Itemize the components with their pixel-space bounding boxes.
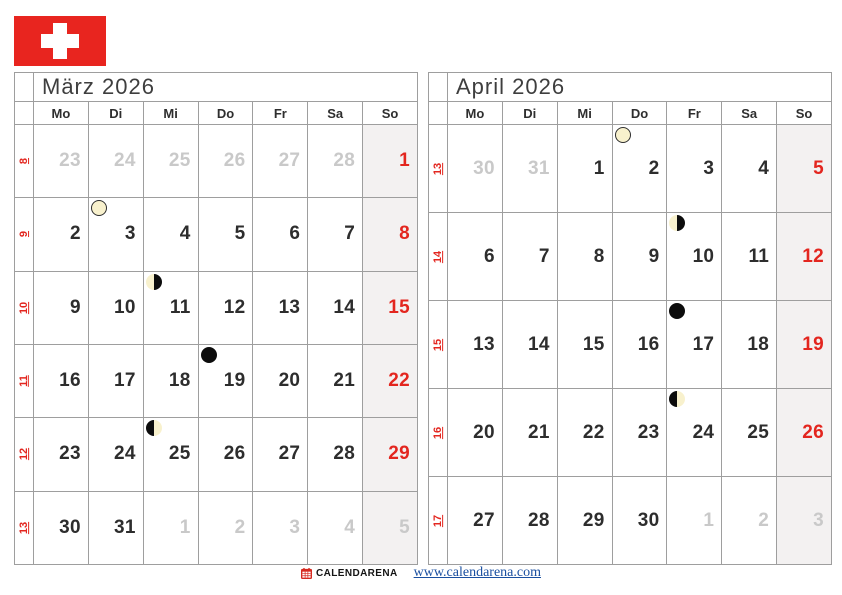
week-number: 10 (18, 301, 30, 314)
week-row (15, 198, 417, 271)
day-cell (308, 418, 363, 490)
day-number: 29 (388, 443, 411, 465)
day-number: 20 (473, 421, 495, 443)
day-number: 29 (582, 509, 605, 531)
week-number: 8 (18, 158, 30, 165)
day-cell (89, 125, 144, 197)
week-row (429, 125, 831, 213)
day-cell (89, 345, 144, 417)
day-number: 21 (333, 370, 356, 392)
week-number-cell (15, 272, 34, 344)
day-cell (34, 492, 89, 564)
day-header-mi: Mi (558, 102, 613, 124)
day-number: 3 (289, 516, 301, 538)
day-number: 2 (758, 509, 770, 531)
week-column-header (429, 102, 448, 124)
day-number: 8 (593, 245, 605, 267)
day-cell (613, 125, 668, 212)
day-cell (613, 301, 668, 388)
day-cell (253, 125, 308, 197)
day-number: 25 (747, 421, 770, 443)
day-cell (308, 125, 363, 197)
day-cell (722, 301, 777, 388)
day-number: 27 (473, 509, 495, 531)
day-number: 1 (703, 509, 715, 531)
day-header-mi: Mi (144, 102, 199, 124)
day-number: 4 (758, 157, 770, 179)
day-number: 4 (179, 223, 191, 245)
calendar-title-row (15, 73, 417, 102)
day-cell (89, 492, 144, 564)
day-cell (448, 125, 503, 212)
day-cell (363, 345, 417, 417)
day-number: 7 (344, 223, 356, 245)
day-header-di: Di (89, 102, 144, 124)
day-header-fr: Fr (253, 102, 308, 124)
day-number: 26 (223, 150, 246, 172)
day-number: 28 (333, 443, 356, 465)
month-grid (429, 125, 831, 564)
day-cell (503, 301, 558, 388)
week-number: 11 (17, 375, 30, 387)
day-cell (308, 198, 363, 270)
week-row (15, 492, 417, 564)
day-cell (503, 389, 558, 476)
week-number: 9 (18, 231, 30, 238)
week-row (15, 345, 417, 418)
last-quarter-moon-icon (669, 215, 685, 231)
day-number: 10 (692, 245, 715, 267)
day-number: 14 (333, 296, 356, 318)
day-cell (558, 477, 613, 564)
week-row (429, 477, 831, 564)
full-moon-icon (91, 200, 107, 216)
day-number: 27 (278, 150, 301, 172)
week-row (429, 213, 831, 301)
weekday-header-row (429, 102, 831, 125)
day-header-do: Do (199, 102, 254, 124)
day-cell (199, 345, 254, 417)
day-number: 4 (344, 516, 356, 538)
day-cell (144, 345, 199, 417)
week-number-cell (429, 477, 448, 564)
day-cell (777, 477, 831, 564)
day-cell (34, 198, 89, 270)
calendar-title: April 2026 (456, 74, 566, 99)
day-cell (144, 418, 199, 490)
first-quarter-moon-icon (146, 420, 162, 436)
day-number: 13 (278, 296, 301, 318)
day-number: 23 (637, 421, 660, 443)
new-moon-icon (201, 347, 217, 363)
day-cell (144, 272, 199, 344)
day-cell (558, 301, 613, 388)
week-number-cell (429, 213, 448, 300)
day-cell (144, 198, 199, 270)
calendar-april-2026 (428, 72, 832, 565)
day-cell (503, 477, 558, 564)
weekday-header-row (15, 102, 417, 125)
day-cell (613, 477, 668, 564)
day-cell (253, 272, 308, 344)
day-number: 31 (527, 157, 550, 179)
day-cell (667, 125, 722, 212)
week-number: 12 (18, 448, 30, 461)
day-number: 31 (113, 516, 136, 538)
week-number: 13 (18, 521, 30, 534)
week-column-spacer (429, 73, 448, 101)
calendar-title: März 2026 (42, 74, 155, 99)
day-cell (448, 213, 503, 300)
day-number: 2 (648, 157, 660, 179)
day-number: 30 (59, 516, 81, 538)
day-header-fr: Fr (667, 102, 722, 124)
day-cell (503, 125, 558, 212)
day-number: 6 (289, 223, 301, 245)
day-number: 23 (59, 150, 81, 172)
day-number: 7 (538, 245, 550, 267)
day-cell (363, 272, 417, 344)
week-number-cell (15, 492, 34, 564)
day-cell (667, 301, 722, 388)
day-cell (722, 213, 777, 300)
day-number: 25 (168, 443, 191, 465)
day-number: 19 (223, 370, 246, 392)
week-number-cell (429, 125, 448, 212)
day-cell (308, 272, 363, 344)
day-number: 11 (748, 245, 770, 267)
day-number: 12 (802, 245, 825, 267)
day-cell (199, 198, 254, 270)
day-cell (558, 213, 613, 300)
day-cell (89, 198, 144, 270)
day-number: 20 (278, 370, 301, 392)
week-column-header (15, 102, 34, 124)
day-number: 1 (179, 516, 191, 538)
day-number: 3 (813, 509, 825, 531)
month-grid (15, 125, 417, 564)
day-number: 26 (802, 421, 825, 443)
day-cell (363, 198, 417, 270)
day-number: 27 (278, 443, 301, 465)
week-row (15, 272, 417, 345)
day-number: 19 (802, 333, 825, 355)
day-header-di: Di (503, 102, 558, 124)
week-number-cell (15, 345, 34, 417)
day-cell (448, 477, 503, 564)
day-cell (363, 492, 417, 564)
day-number: 26 (223, 443, 246, 465)
day-cell (722, 389, 777, 476)
day-number: 17 (113, 370, 136, 392)
week-number: 16 (432, 426, 444, 439)
new-moon-icon (669, 303, 685, 319)
day-cell (34, 418, 89, 490)
day-cell (363, 125, 417, 197)
day-cell (199, 125, 254, 197)
day-number: 5 (399, 516, 411, 538)
calendar-title-row (429, 73, 831, 102)
day-number: 28 (527, 509, 550, 531)
day-cell (777, 125, 831, 212)
day-cell (89, 418, 144, 490)
day-number: 13 (473, 333, 495, 355)
full-moon-icon (615, 127, 631, 143)
day-number: 15 (582, 333, 605, 355)
switzerland-flag (14, 16, 106, 66)
day-header-mo: Mo (34, 102, 89, 124)
brand-name: CALENDARENA (316, 567, 398, 579)
day-header-sa: Sa (308, 102, 363, 124)
day-cell (558, 389, 613, 476)
day-cell (144, 125, 199, 197)
day-number: 24 (113, 443, 136, 465)
day-cell (144, 492, 199, 564)
calendar-march-2026 (14, 72, 418, 565)
week-number-cell (15, 198, 34, 270)
day-cell (722, 125, 777, 212)
day-cell (448, 301, 503, 388)
day-header-so: So (381, 105, 399, 121)
day-cell (363, 418, 417, 490)
day-cell (667, 389, 722, 476)
week-row (429, 301, 831, 389)
day-number: 2 (234, 516, 246, 538)
day-cell (667, 213, 722, 300)
week-row (15, 125, 417, 198)
website-link[interactable]: www.calendarena.com (413, 565, 541, 580)
day-number: 22 (582, 421, 605, 443)
day-cell (34, 272, 89, 344)
switzerland-flag-graphic (14, 16, 106, 66)
day-header-mo: Mo (448, 102, 503, 124)
brand-logo (301, 568, 398, 579)
day-number: 3 (124, 223, 136, 245)
day-number: 30 (473, 157, 495, 179)
week-number: 13 (432, 162, 444, 175)
day-cell (308, 345, 363, 417)
week-number: 17 (432, 514, 444, 527)
day-header-do: Do (613, 102, 668, 124)
day-number: 6 (483, 245, 495, 267)
week-row (15, 418, 417, 491)
day-number: 3 (703, 157, 715, 179)
day-header-sa: Sa (722, 102, 777, 124)
last-quarter-moon-icon (146, 274, 162, 290)
day-number: 18 (747, 333, 770, 355)
day-number: 2 (69, 223, 81, 245)
day-number: 5 (234, 223, 246, 245)
day-number: 15 (388, 296, 411, 318)
day-number: 16 (59, 370, 81, 392)
day-number: 11 (169, 296, 191, 318)
day-cell (777, 301, 831, 388)
day-number: 23 (59, 443, 81, 465)
week-row (429, 389, 831, 477)
day-number: 9 (69, 296, 81, 318)
day-cell (199, 418, 254, 490)
week-number: 14 (432, 250, 444, 263)
day-number: 21 (527, 421, 550, 443)
day-number: 1 (399, 150, 411, 172)
day-number: 8 (399, 223, 411, 245)
day-number: 1 (593, 157, 605, 179)
week-number: 15 (432, 338, 444, 351)
day-cell (613, 213, 668, 300)
day-cell (503, 213, 558, 300)
day-cell (34, 345, 89, 417)
week-number-cell (429, 389, 448, 476)
day-number: 24 (113, 150, 136, 172)
day-cell (667, 477, 722, 564)
day-cell (199, 272, 254, 344)
day-cell (253, 418, 308, 490)
day-cell (448, 389, 503, 476)
day-number: 30 (637, 509, 660, 531)
week-number-cell (15, 418, 34, 490)
day-cell (34, 125, 89, 197)
day-header-so: So (795, 105, 813, 121)
day-cell (308, 492, 363, 564)
day-cell (199, 492, 254, 564)
day-number: 14 (527, 333, 550, 355)
day-number: 25 (168, 150, 191, 172)
week-number-cell (15, 125, 34, 197)
week-column-spacer (15, 73, 34, 101)
first-quarter-moon-icon (669, 391, 685, 407)
day-number: 28 (333, 150, 356, 172)
day-cell (253, 492, 308, 564)
week-number-cell (429, 301, 448, 388)
day-number: 10 (113, 296, 136, 318)
day-cell (777, 213, 831, 300)
day-number: 24 (692, 421, 715, 443)
day-cell (558, 125, 613, 212)
day-number: 9 (648, 245, 660, 267)
day-cell (253, 198, 308, 270)
day-cell (613, 389, 668, 476)
day-cell (722, 477, 777, 564)
calendar-icon (301, 568, 312, 579)
day-cell (89, 272, 144, 344)
day-number: 16 (637, 333, 660, 355)
footer (0, 565, 842, 581)
day-number: 17 (692, 333, 715, 355)
day-number: 22 (388, 370, 411, 392)
day-cell (777, 389, 831, 476)
day-number: 18 (168, 370, 191, 392)
day-number: 12 (223, 296, 246, 318)
day-cell (253, 345, 308, 417)
day-number: 5 (813, 157, 825, 179)
